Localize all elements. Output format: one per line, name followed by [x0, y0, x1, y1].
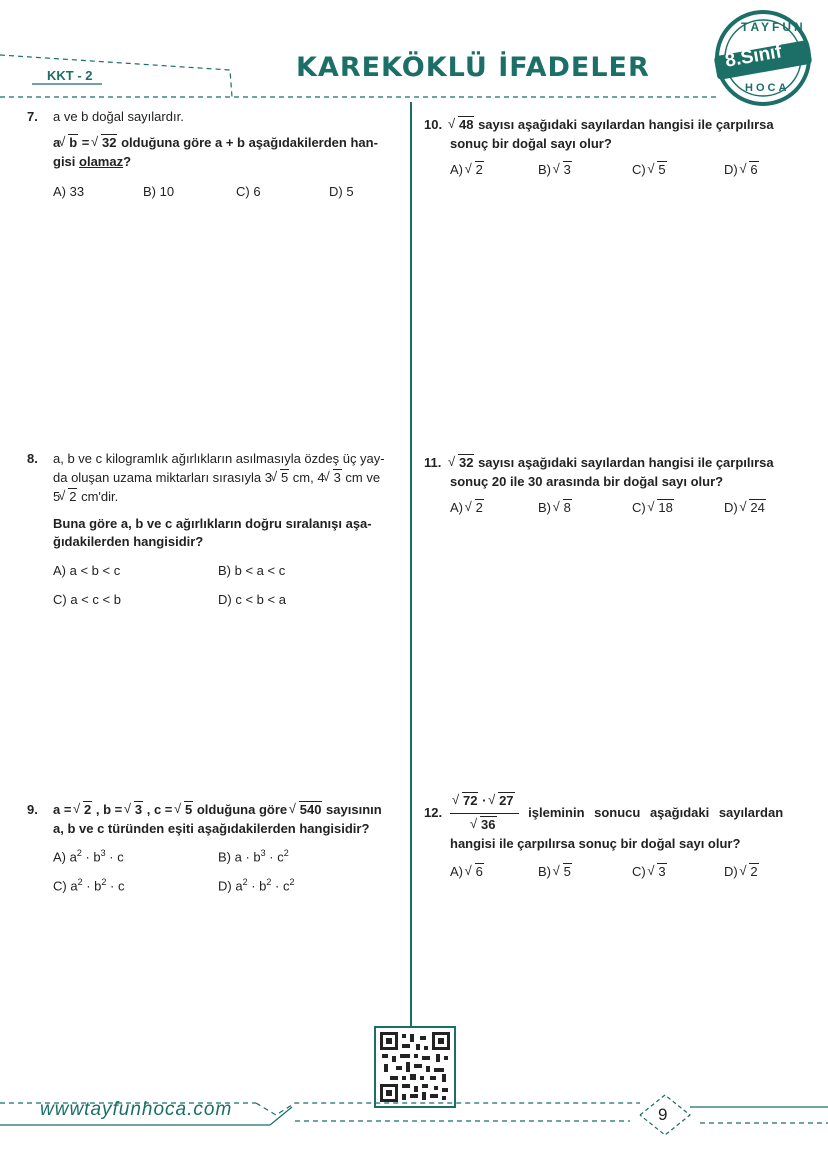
question-number: 11.	[424, 455, 442, 470]
badge-mid-text: 8.Sınıf	[723, 41, 784, 72]
option-c[interactable]: C) √ 5	[632, 162, 667, 177]
option-d[interactable]: D) √ 2	[724, 864, 759, 879]
question-stem-line2: gisi olamaz?	[53, 153, 132, 169]
question-stem: √ 48 sayısı aşağıdaki sayılardan hangisi ile çarpılırsa	[450, 116, 795, 135]
website-link[interactable]: wwwtayfunhoca.com	[40, 1099, 233, 1120]
option-b[interactable]: B) √ 5	[538, 864, 572, 879]
question-text-line: a, b ve c kilogramlık ağırlıkların asılmasıyla özdeş üç yay-	[53, 451, 385, 466]
test-code: KKT - 2	[47, 68, 93, 83]
question-number: 7.	[27, 109, 38, 124]
option-d[interactable]: D) $a^2 \cdot b^2 \cdot c^2$	[218, 877, 295, 894]
question-text-line: 5√ 2 cm'dir.	[53, 488, 398, 507]
option-a[interactable]: A) √ 6	[450, 864, 484, 879]
question-11	[424, 454, 795, 492]
question-stem: √ 72 · √ 27 √ 36 işleminin sonucu aşağıdaki sayılardan	[450, 792, 795, 835]
question-stem: a = √ 2 , b = √ 3 , c = √ 5 olduğuna göre √ 540 sayısının	[53, 801, 403, 820]
badge-bottom-text: HOCA	[745, 82, 790, 94]
option-d[interactable]: D) 5	[329, 184, 354, 199]
option-a[interactable]: A) √ 2	[450, 162, 484, 177]
option-b[interactable]: B) √ 8	[538, 500, 572, 515]
question-12	[424, 792, 795, 854]
question-intro: a ve b doğal sayılardır.	[53, 109, 184, 124]
emphasis-olamaz: olamaz	[79, 153, 124, 169]
option-d[interactable]: D) √ 24	[724, 500, 766, 515]
option-c[interactable]: C) 6	[236, 184, 261, 199]
option-c[interactable]: C) √ 18	[632, 500, 674, 515]
fraction: √ 72 · √ 27 √ 36	[450, 792, 519, 835]
option-a[interactable]: A) √ 2	[450, 500, 484, 515]
question-stem: √ 32 sayısı aşağıdaki sayılardan hangisi ile çarpılırsa	[450, 454, 795, 473]
page-number: 9	[658, 1105, 668, 1124]
question-number: 8.	[27, 451, 38, 466]
question-text-line: da oluşan uzama miktarları sırasıyla 3√ 5 cm, 4√ 3 cm ve	[53, 469, 398, 488]
question-stem-line2: ğıdakilerden hangisidir?	[53, 534, 204, 550]
question-10	[424, 116, 795, 154]
question-stem: Buna göre a, b ve c ağırlıkların doğru sıralanışı aşa-	[53, 515, 372, 531]
option-b[interactable]: B) √ 3	[538, 162, 572, 177]
question-stem-line2: hangisi ile çarpılırsa sonuç bir doğal sayı olur?	[450, 835, 741, 851]
option-d[interactable]: D) √ 6	[724, 162, 759, 177]
question-number: 10.	[424, 117, 443, 132]
option-d[interactable]: D) c < b < a	[218, 592, 286, 607]
column-divider	[410, 102, 412, 1027]
question-8	[27, 450, 398, 552]
option-c[interactable]: C) a < c < b	[53, 592, 121, 607]
question-number: 9.	[27, 802, 38, 817]
option-a[interactable]: A) a < b < c	[53, 563, 121, 578]
option-c[interactable]: C) √ 3	[632, 864, 667, 879]
option-a[interactable]: A) 33	[53, 184, 85, 199]
question-9	[27, 801, 403, 839]
question-stem: a√ b = √ 32 olduğuna göre a + b aşağıdakilerden han-	[53, 134, 398, 153]
question-stem-line2: sonuç bir doğal sayı olur?	[450, 135, 612, 151]
footer-decor	[0, 1085, 828, 1171]
badge-top-text: TAYFUN	[741, 20, 806, 34]
option-b[interactable]: B) $a \cdot b^3 \cdot c^2$	[218, 848, 289, 865]
question-stem-line2: a, b ve c türünden eşiti aşağıdakilerden hangisidir?	[53, 820, 370, 836]
option-c[interactable]: C) $a^2 \cdot b^2 \cdot c$	[53, 877, 125, 894]
question-number: 12.	[424, 805, 443, 820]
option-b[interactable]: B) b < a < c	[218, 563, 286, 578]
page-title: KAREKÖKLÜ İFADELER	[296, 52, 650, 83]
question-stem-line2: sonuç 20 ile 30 arasında bir doğal sayı olur?	[450, 473, 724, 489]
option-a[interactable]: A) $a^2 \cdot b^3 \cdot c$	[53, 848, 124, 865]
option-b[interactable]: B) 10	[143, 184, 175, 199]
logo-badge	[713, 8, 813, 108]
question-7	[27, 108, 398, 172]
